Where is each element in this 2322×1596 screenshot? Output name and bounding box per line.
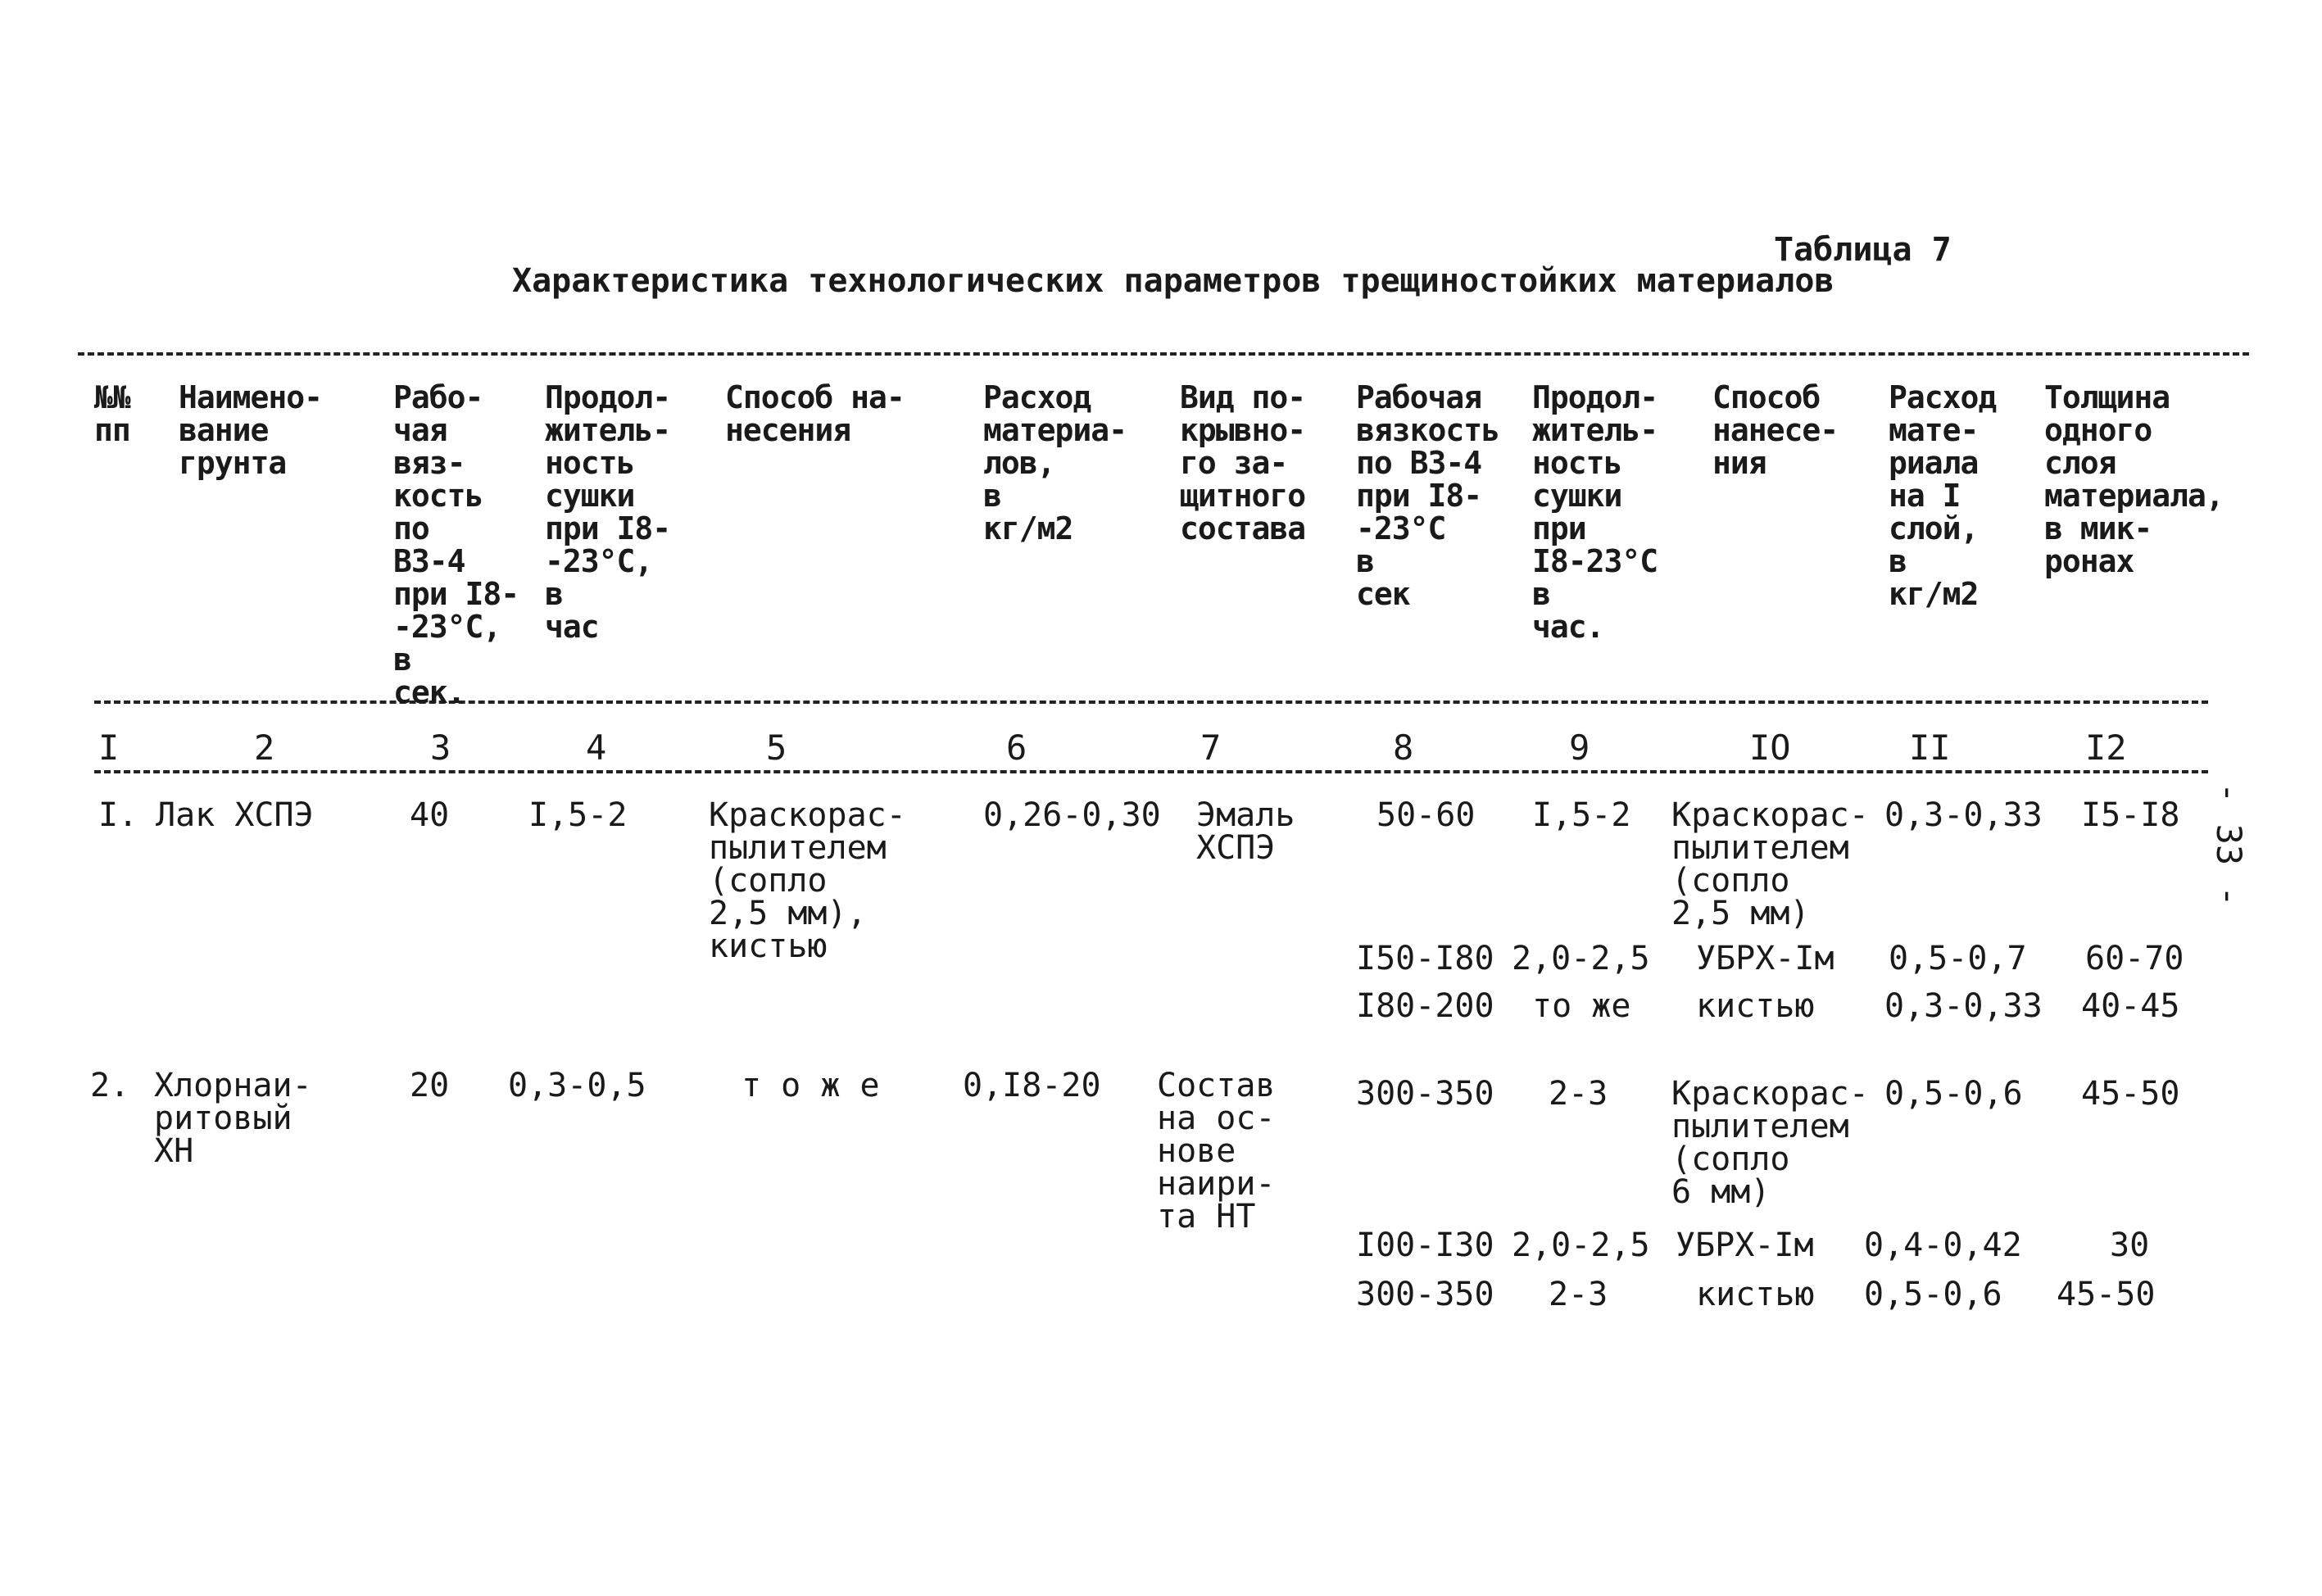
row1-sub1-drying: I,5-2 [1532,796,1631,834]
header-col-2: Наимено- вание грунта [179,379,323,481]
row2-sub3-drying: 2-3 [1549,1276,1608,1313]
column-number-2: 2 [254,728,275,768]
row1-number: I. [98,796,138,834]
column-number-12: I2 [2085,728,2127,768]
row2-sub2-drying: 2,0-2,5 [1512,1226,1650,1264]
row1-method: Краскорас- пылителем (сопло 2,5 мм), кистью [709,796,906,965]
row1-sub1-consumption: 0,3-0,33 [1884,796,2043,834]
column-number-7: 7 [1200,728,1222,768]
header-col-12: Толщина одного слоя материала, в мик- ронах [2044,379,2224,579]
header-col-7: Вид по- крывно- го за- щитного состава [1180,379,1306,546]
header-col-5: Способ на- несения [725,379,905,448]
row2-sub2-consumption: 0,4-0,42 [1864,1226,2022,1264]
column-number-5: 5 [766,728,787,768]
row1-viscosity: 40 [410,796,450,834]
header-col-6: Расход материа- лов, в кг/м2 [983,379,1127,546]
row1-sub3-consumption: 0,3-0,33 [1884,987,2043,1025]
header-col-3: Рабо- чая вяз- кость по ВЗ-4 при I8- -23°С, в сек. [393,379,519,710]
row1-sub2-drying: 2,0-2,5 [1512,940,1650,977]
row1-sub3-thickness: 40-45 [2081,987,2180,1025]
row2-sub1-consumption: 0,5-0,6 [1884,1075,2023,1113]
row2-sub3-viscosity: 300-350 [1356,1276,1494,1313]
row2-method: т о ж е [741,1067,880,1104]
column-number-9: 9 [1569,728,1590,768]
row2-sub3-consumption: 0,5-0,6 [1864,1276,2002,1313]
row1-sub2-viscosity: I50-I80 [1356,940,1494,977]
column-number-rule [94,770,2208,773]
row1-sub2-consumption: 0,5-0,7 [1889,940,2027,977]
header-col-8: Рабочая вязкость по ВЗ-4 при I8- -23°С в сек [1356,379,1500,612]
row2-sub1-thickness: 45-50 [2081,1075,2180,1113]
row2-sub2-method: УБРХ-Iм [1676,1226,1814,1264]
row2-sub1-viscosity: 300-350 [1356,1075,1494,1113]
row1-name: Лак ХСПЭ [156,796,314,834]
header-col-11: Расход мате- риала на I слой, в кг/м2 [1889,379,1997,612]
row2-consumption: 0,I8-20 [963,1067,1101,1104]
column-number-1: I [98,728,120,768]
row1-sub3-method: кистью [1696,987,1815,1025]
row1-coat: Эмаль ХСПЭ [1196,796,1295,867]
row1-sub1-method: Краскорас- пылителем (сопло 2,5 мм) [1671,796,1869,932]
row2-sub1-method: Краскорас- пылителем (сопло 6 мм) [1671,1075,1869,1211]
header-col-9: Продол- житель- ность сушки при I8-23°С в час. [1532,379,1658,645]
row2-sub3-method: кистью [1696,1276,1815,1313]
column-number-4: 4 [586,728,607,768]
row2-name: Хлорнаи- ритовый ХН [154,1067,312,1170]
header-col-1: №№ пп [94,379,130,448]
table-title: Характеристика технологических параметров трещиностойких материалов [512,262,1834,300]
header-col-4: Продол- житель- ность сушки при I8- -23°С, в час [545,379,671,645]
header-top-rule [78,352,2249,356]
row1-sub2-method: УБРХ-Iм [1696,940,1834,977]
row1-sub2-thickness: 60-70 [2085,940,2184,977]
row2-sub2-viscosity: I00-I30 [1356,1226,1494,1264]
column-number-10: IO [1749,728,1791,768]
row1-sub1-viscosity: 50-60 [1376,796,1476,834]
column-number-6: 6 [1006,728,1027,768]
row2-sub3-thickness: 45-50 [2057,1276,2156,1313]
column-number-3: 3 [430,728,451,768]
row1-sub3-viscosity: I80-200 [1356,987,1494,1025]
row2-drying: 0,3-0,5 [508,1067,646,1104]
row1-sub3-drying: то же [1532,987,1631,1025]
column-number-11: II [1909,728,1951,768]
row2-sub1-drying: 2-3 [1549,1075,1608,1113]
row1-drying: I,5-2 [528,796,628,834]
header-col-10: Способ нанесе- ния [1712,379,1839,481]
row1-sub1-thickness: I5-I8 [2081,796,2180,834]
row2-coat: Состав на ос- нове наири- та НТ [1157,1067,1276,1236]
row1-consumption: 0,26-0,30 [983,796,1161,834]
page-number: - 33 - [2209,782,2249,907]
table-label: Таблица 7 [1774,231,1952,269]
row2-sub2-thickness: 30 [2110,1226,2150,1264]
column-number-8: 8 [1393,728,1414,768]
row2-number: 2. [90,1067,130,1104]
row2-viscosity: 20 [410,1067,450,1104]
